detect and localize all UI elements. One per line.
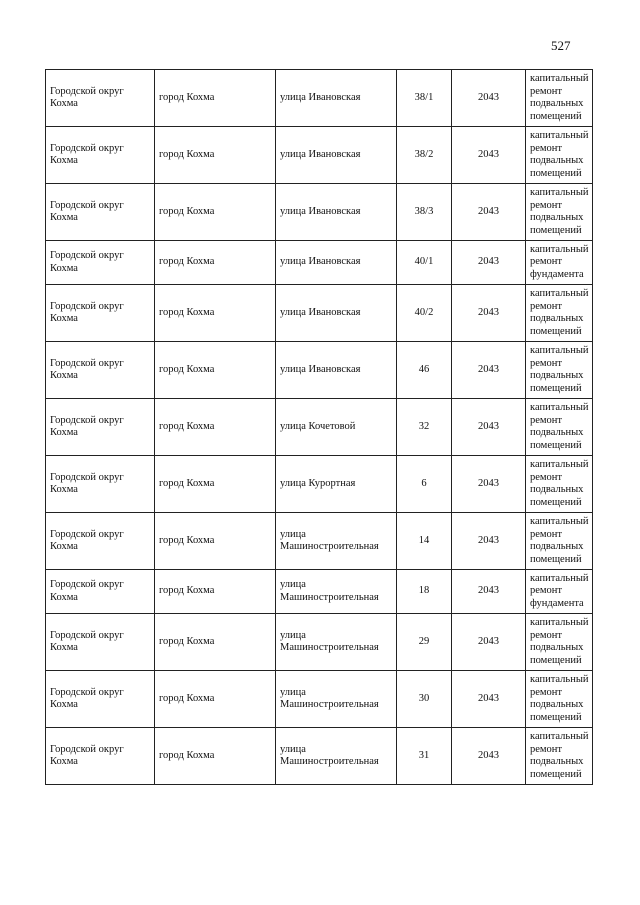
- year-cell: 2043: [452, 614, 526, 671]
- year-cell: 2043: [452, 127, 526, 184]
- table-row: [46, 285, 593, 342]
- settlement-cell: город Кохма: [155, 570, 276, 614]
- work-type-cell: капитальный ремонт подвальных помещений: [526, 513, 593, 570]
- settlement-cell: город Кохма: [155, 614, 276, 671]
- table-row: [46, 614, 593, 671]
- settlement-cell: город Кохма: [155, 184, 276, 241]
- work-type-cell: капитальный ремонт подвальных помещений: [526, 184, 593, 241]
- house-number-cell: 6: [397, 456, 452, 513]
- street-cell: улица Ивановская: [276, 70, 397, 127]
- municipality-cell: Городской округ Кохма: [46, 184, 155, 241]
- settlement-cell: город Кохма: [155, 671, 276, 728]
- page-number: 527: [551, 38, 571, 53]
- table-row: [46, 184, 593, 241]
- house-number-cell: 38/1: [397, 70, 452, 127]
- work-type-cell: капитальный ремонт подвальных помещений: [526, 456, 593, 513]
- table-row: [46, 671, 593, 728]
- settlement-cell: город Кохма: [155, 241, 276, 285]
- work-type-cell: капитальный ремонт подвальных помещений: [526, 285, 593, 342]
- municipality-cell: Городской округ Кохма: [46, 127, 155, 184]
- house-number-cell: 29: [397, 614, 452, 671]
- municipality-cell: Городской округ Кохма: [46, 728, 155, 785]
- municipality-cell: Городской округ Кохма: [46, 570, 155, 614]
- municipality-cell: Городской округ Кохма: [46, 399, 155, 456]
- street-cell: улица Ивановская: [276, 127, 397, 184]
- year-cell: 2043: [452, 671, 526, 728]
- settlement-cell: город Кохма: [155, 70, 276, 127]
- house-number-cell: 32: [397, 399, 452, 456]
- year-cell: 2043: [452, 184, 526, 241]
- street-cell: улица Ивановская: [276, 184, 397, 241]
- settlement-cell: город Кохма: [155, 456, 276, 513]
- work-type-cell: капитальный ремонт подвальных помещений: [526, 70, 593, 127]
- street-cell: улица Машиностроительная: [276, 728, 397, 785]
- house-number-cell: 18: [397, 570, 452, 614]
- table-row: [46, 342, 593, 399]
- table-row: [46, 570, 593, 614]
- settlement-cell: город Кохма: [155, 513, 276, 570]
- municipality-cell: Городской округ Кохма: [46, 342, 155, 399]
- work-type-cell: капитальный ремонт подвальных помещений: [526, 399, 593, 456]
- settlement-cell: город Кохма: [155, 285, 276, 342]
- house-number-cell: 38/2: [397, 127, 452, 184]
- municipality-cell: Городской округ Кохма: [46, 70, 155, 127]
- table-row: [46, 127, 593, 184]
- house-number-cell: 38/3: [397, 184, 452, 241]
- settlement-cell: город Кохма: [155, 399, 276, 456]
- year-cell: 2043: [452, 570, 526, 614]
- house-number-cell: 14: [397, 513, 452, 570]
- street-cell: улица Машиностроительная: [276, 570, 397, 614]
- street-cell: улица Ивановская: [276, 285, 397, 342]
- street-cell: улица Ивановская: [276, 342, 397, 399]
- year-cell: 2043: [452, 342, 526, 399]
- table-row: [46, 241, 593, 285]
- municipality-cell: Городской округ Кохма: [46, 614, 155, 671]
- table-row: [46, 728, 593, 785]
- work-type-cell: капитальный ремонт подвальных помещений: [526, 127, 593, 184]
- street-cell: улица Ивановская: [276, 241, 397, 285]
- work-type-cell: капитальный ремонт подвальных помещений: [526, 671, 593, 728]
- street-cell: улица Машиностроительная: [276, 614, 397, 671]
- work-type-cell: капитальный ремонт подвальных помещений: [526, 728, 593, 785]
- house-number-cell: 46: [397, 342, 452, 399]
- street-cell: улица Машиностроительная: [276, 513, 397, 570]
- work-type-cell: капитальный ремонт фундамента: [526, 241, 593, 285]
- house-number-cell: 40/1: [397, 241, 452, 285]
- municipality-cell: Городской округ Кохма: [46, 241, 155, 285]
- year-cell: 2043: [452, 241, 526, 285]
- house-number-cell: 31: [397, 728, 452, 785]
- year-cell: 2043: [452, 728, 526, 785]
- settlement-cell: город Кохма: [155, 342, 276, 399]
- year-cell: 2043: [452, 399, 526, 456]
- work-type-cell: капитальный ремонт фундамента: [526, 570, 593, 614]
- street-cell: улица Кочетовой: [276, 399, 397, 456]
- municipality-cell: Городской округ Кохма: [46, 285, 155, 342]
- table-row: [46, 456, 593, 513]
- year-cell: 2043: [452, 70, 526, 127]
- table-row: [46, 399, 593, 456]
- work-type-cell: капитальный ремонт подвальных помещений: [526, 614, 593, 671]
- house-number-cell: 40/2: [397, 285, 452, 342]
- settlement-cell: город Кохма: [155, 127, 276, 184]
- table-row: [46, 513, 593, 570]
- year-cell: 2043: [452, 513, 526, 570]
- year-cell: 2043: [452, 456, 526, 513]
- table-row: [46, 70, 593, 127]
- settlement-cell: город Кохма: [155, 728, 276, 785]
- street-cell: улица Машиностроительная: [276, 671, 397, 728]
- municipality-cell: Городской округ Кохма: [46, 513, 155, 570]
- municipality-cell: Городской округ Кохма: [46, 671, 155, 728]
- street-cell: улица Курортная: [276, 456, 397, 513]
- repair-schedule-table: [45, 69, 593, 785]
- work-type-cell: капитальный ремонт подвальных помещений: [526, 342, 593, 399]
- year-cell: 2043: [452, 285, 526, 342]
- municipality-cell: Городской округ Кохма: [46, 456, 155, 513]
- house-number-cell: 30: [397, 671, 452, 728]
